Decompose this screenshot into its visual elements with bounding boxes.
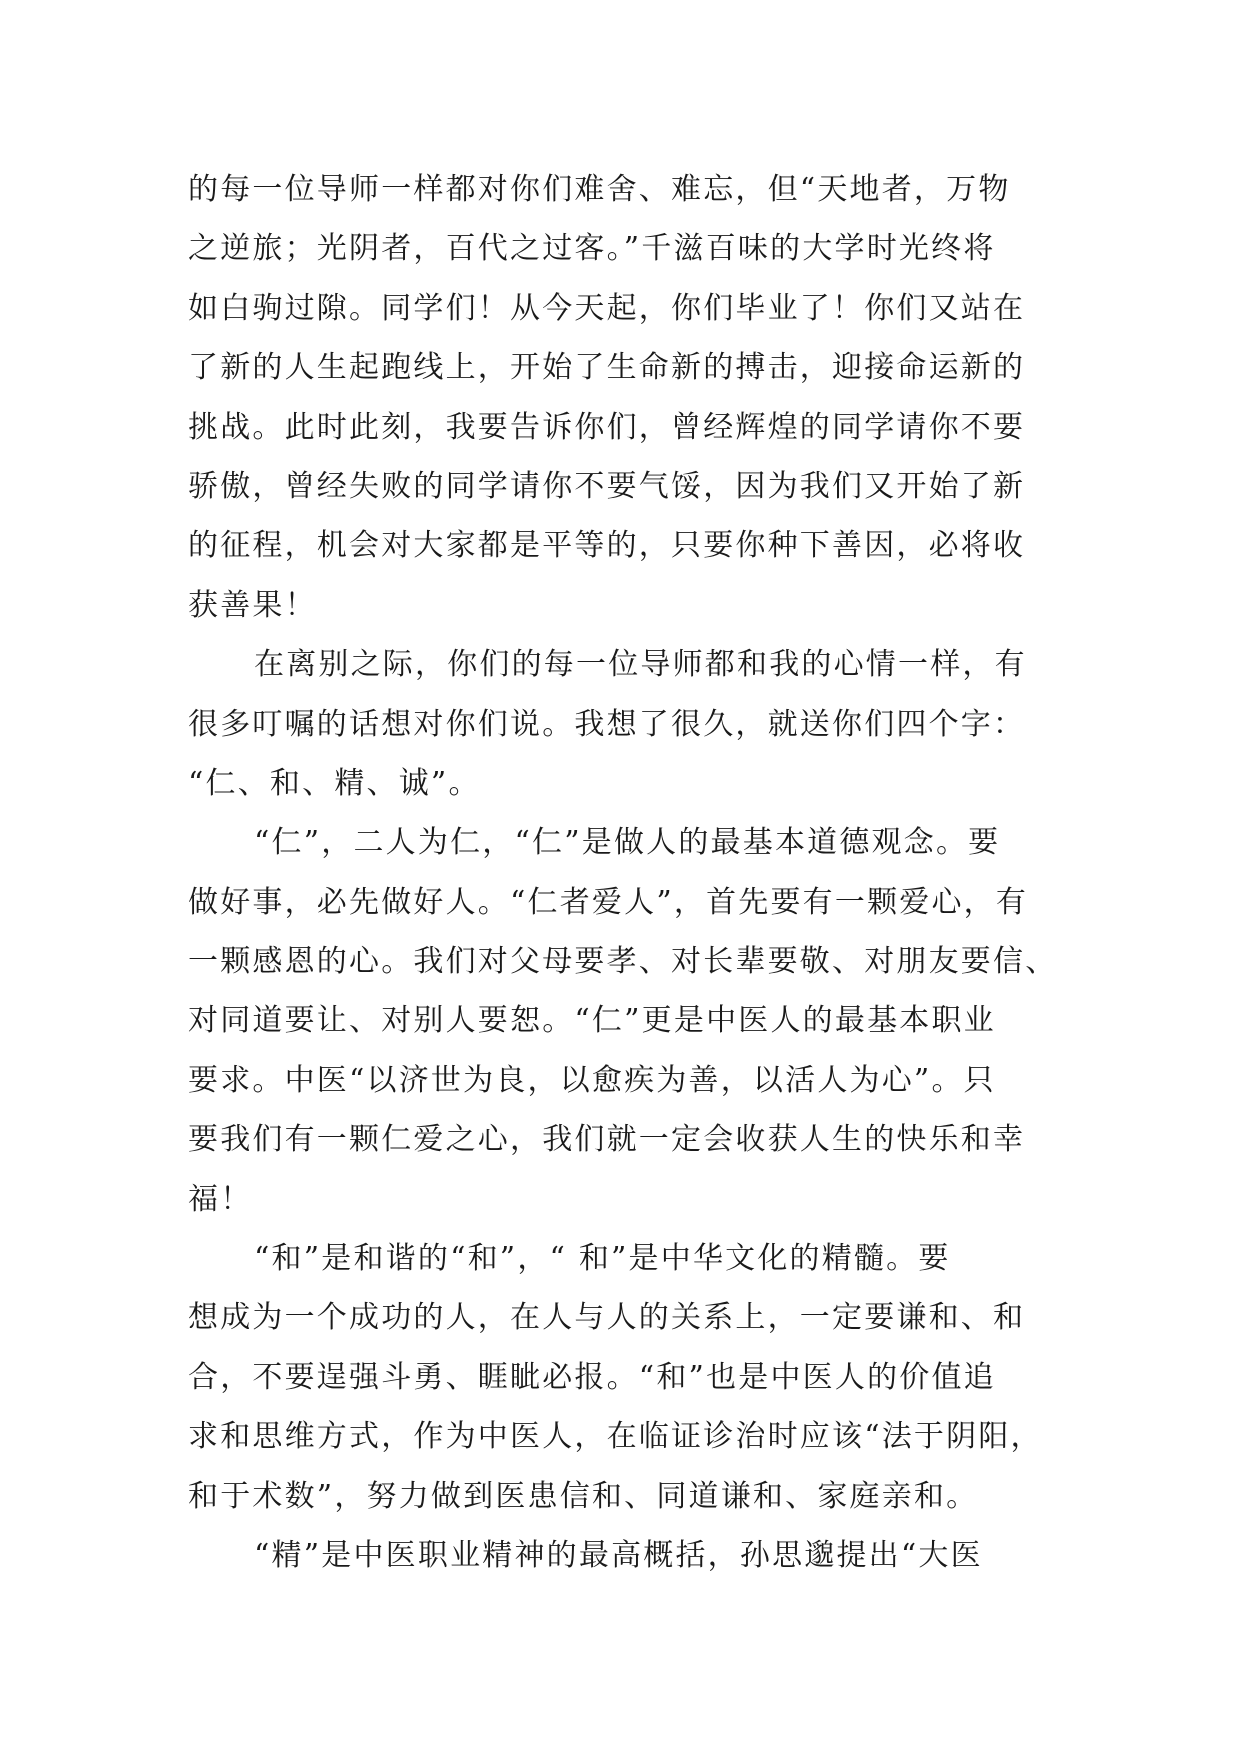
text-line: 很多叮嘱的话想对你们说。我想了很久，就送你们四个字： [188, 706, 1026, 742]
text-line: 一颗感恩的心。我们对父母要孝、对长辈要敬、对朋友要信、 [188, 944, 1058, 980]
text-line: 骄傲，曾经失败的同学请你不要气馁，因为我们又开始了新 [188, 468, 1026, 504]
text-line: 了新的人生起跑线上，开始了生命新的搏击，迎接命运新的 [188, 350, 1026, 386]
text-line: “仁、和、精、诚”。 [188, 765, 481, 801]
text-line: 要我们有一颗仁爱之心，我们就一定会收获人生的快乐和幸 [188, 1122, 1026, 1158]
paragraph-first-line: “和”是和谐的“和”，“ 和”是中华文化的精髓。要 [254, 1241, 951, 1277]
text-line: 福！ [188, 1181, 253, 1217]
text-line: 挑战。此时此刻，我要告诉你们，曾经辉煌的同学请你不要 [188, 409, 1026, 445]
paragraph-first-line: “仁”，二人为仁，“仁”是做人的最基本道德观念。要 [254, 825, 1001, 861]
body-text [188, 160, 1058, 1585]
text-line: 要求。中医“以济世为良，以愈疾为善，以活人为心”。只 [188, 1062, 996, 1098]
text-line: 合，不要逞强斗勇、睚眦必报。“和”也是中医人的价值追 [188, 1359, 996, 1395]
text-line: 获善果！ [188, 587, 317, 623]
text-line: 之逆旅；光阴者，百代之过客。”千滋百味的大学时光终将 [188, 231, 996, 267]
text-line: 做好事，必先做好人。“仁者爱人”，首先要有一颗爱心，有 [188, 884, 1029, 920]
text-line: 如白驹过隙。同学们！从今天起，你们毕业了！你们又站在 [188, 290, 1026, 326]
text-line: 对同道要让、对别人要恕。“仁”更是中医人的最基本职业 [188, 1003, 996, 1039]
paragraph-first-line: 在离别之际，你们的每一位导师都和我的心情一样，有 [254, 647, 1027, 683]
text-line: 求和思维方式，作为中医人，在临证诊治时应该“法于阴阳， [188, 1419, 1043, 1455]
text-line: 想成为一个成功的人，在人与人的关系上，一定要谦和、和 [188, 1300, 1026, 1336]
text-line: 和于术数”，努力做到医患信和、同道谦和、家庭亲和。 [188, 1478, 979, 1514]
text-line: 的每一位导师一样都对你们难舍、难忘，但“天地者，万物 [188, 172, 1011, 207]
text-line: 的征程，机会对大家都是平等的，只要你种下善因，必将收 [188, 528, 1026, 564]
paragraph-first-line: “精”是中医职业精神的最高概括，孙思邈提出“大医 [254, 1537, 983, 1573]
